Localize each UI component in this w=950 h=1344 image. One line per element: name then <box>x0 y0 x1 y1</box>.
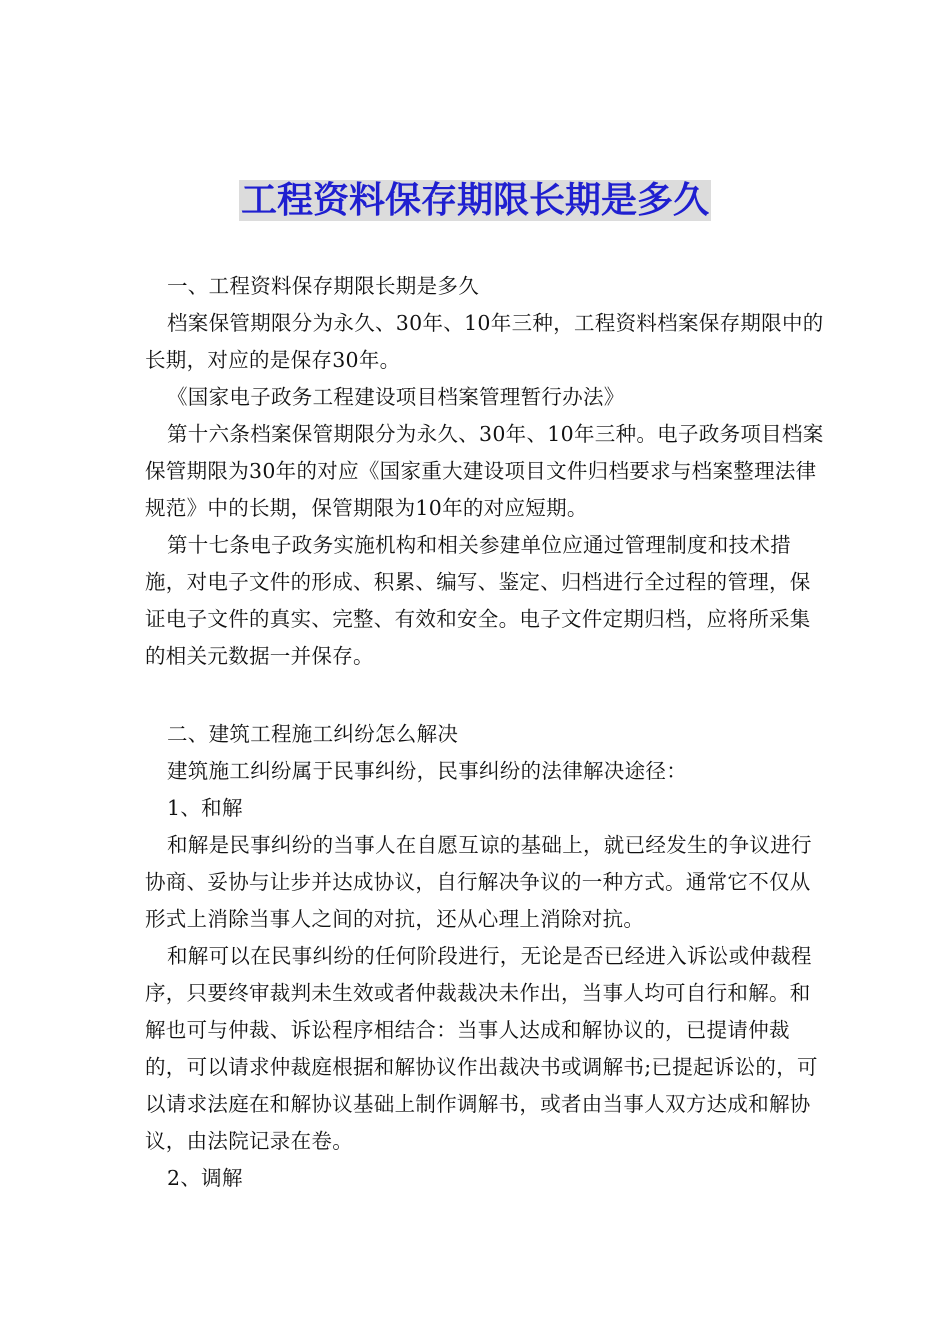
section-2-paragraph-2: 和解是民事纠纷的当事人在自愿互谅的基础上，就已经发生的争议进行协商、妥协与让步并达成协议，自行解决争议的一种方式。通常它不仅从形式上消除当事人之间的对抗，还从心理上消除对抗。 <box>145 833 812 931</box>
section-1-paragraph-2: 《国家电子政务工程建设项目档案管理暂行办法》 <box>167 385 625 409</box>
document-title-text: 工程资料保存期限长期是多久 <box>240 180 709 221</box>
document-title <box>0 176 950 226</box>
section-1-heading: 一、工程资料保存期限长期是多久 <box>167 274 479 298</box>
section-2-subheading-1: 1、和解 <box>167 796 243 820</box>
section-2-heading: 二、建筑工程施工纠纷怎么解决 <box>167 722 459 746</box>
section-2 <box>145 716 825 1197</box>
section-1-paragraph-1: 档案保管期限分为永久、30年、10年三种，工程资料档案保存期限中的长期，对应的是保存30年。 <box>145 311 824 372</box>
section-1-paragraph-3: 第十六条档案保管期限分为永久、30年、10年三种。电子政务项目档案保管期限为30年的对应《国家重大建设项目文件归档要求与档案整理法律规范》中的长期，保管期限为10年的对应短期。 <box>145 422 824 520</box>
section-2-subheading-2: 2、调解 <box>167 1166 243 1190</box>
section-2-paragraph-1: 建筑施工纠纷属于民事纠纷，民事纠纷的法律解决途径： <box>167 759 687 783</box>
section-1 <box>145 268 825 675</box>
section-2-paragraph-3: 和解可以在民事纠纷的任何阶段进行，无论是否已经进入诉讼或仲裁程序，只要终审裁判未生效或者仲裁裁决未作出，当事人均可自行和解。和解也可与仲裁、诉讼程序相结合：当事人达成和解协议的，已提请仲裁的，可以请求仲裁庭根据和解协议作出裁决书或调解书;已提起诉讼的，可以请求法庭在和解协议基础上制作调解书，或者由当事人双方达成和解协议，由法院记录在卷。 <box>145 944 818 1153</box>
section-1-paragraph-4: 第十七条电子政务实施机构和相关参建单位应通过管理制度和技术措施，对电子文件的形成、积累、编写、鉴定、归档进行全过程的管理，保证电子文件的真实、完整、有效和安全。电子文件定期归档，应将所采集的相关元数据一并保存。 <box>145 533 811 668</box>
